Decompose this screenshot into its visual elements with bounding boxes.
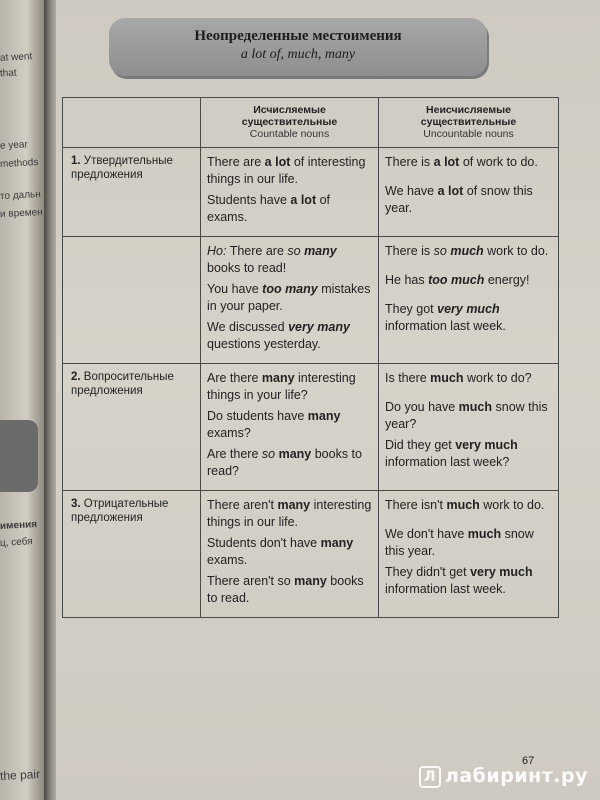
example-sentence bbox=[385, 301, 552, 335]
sentence-part: information last week. bbox=[385, 319, 506, 333]
emphasis-word: many bbox=[307, 409, 341, 423]
emphasis-word: too much bbox=[428, 273, 485, 287]
textbook-page bbox=[56, 0, 600, 800]
row-label-cell bbox=[63, 364, 201, 491]
left-fragment: e year bbox=[0, 139, 29, 152]
emphasis-word: a lot bbox=[290, 193, 317, 207]
left-fragment: that bbox=[0, 67, 17, 80]
row-label-cell bbox=[63, 491, 201, 618]
sentence-part: Are there bbox=[207, 447, 262, 461]
header-countable-ru: Исчисляемые существительные bbox=[241, 104, 338, 128]
example-sentence bbox=[207, 408, 372, 442]
sentence-part: of exams. bbox=[207, 193, 331, 224]
left-page-edge bbox=[0, 0, 44, 800]
row-number: 1. bbox=[71, 155, 81, 167]
sentence-part: interesting things in our life. bbox=[207, 498, 372, 529]
sentence-part: books to read? bbox=[207, 447, 362, 478]
countable-cell bbox=[201, 364, 379, 491]
sentence-part: mistakes in your paper. bbox=[207, 282, 371, 313]
page-number: 67 bbox=[522, 755, 535, 767]
watermark bbox=[419, 765, 588, 788]
sentence-part: Are there bbox=[207, 371, 262, 385]
example-sentence bbox=[207, 446, 372, 480]
sentence-part: exams. bbox=[207, 553, 248, 567]
table-row bbox=[63, 491, 559, 618]
emphasis-word: much bbox=[458, 400, 493, 414]
sentence-part: There are bbox=[207, 155, 265, 169]
sentence-part: They didn't get bbox=[385, 565, 471, 579]
example-sentence bbox=[385, 370, 552, 387]
emphasis-word: a lot bbox=[433, 155, 460, 169]
uncountable-cell bbox=[379, 491, 559, 618]
sentence-part: There aren't so bbox=[207, 574, 295, 588]
emphasis-word: a lot bbox=[437, 184, 464, 198]
example-sentence bbox=[207, 243, 372, 277]
header-uncountable bbox=[379, 98, 559, 148]
uncountable-cell bbox=[379, 237, 559, 364]
labirint-logo-icon: Л bbox=[419, 766, 441, 788]
table-row bbox=[63, 364, 559, 491]
sentence-part: of snow this year. bbox=[385, 184, 533, 215]
row-label-cell bbox=[63, 237, 201, 364]
uncountable-cell bbox=[379, 364, 559, 491]
sentence-part: snow this year? bbox=[385, 400, 548, 431]
sentence-part: work to do. bbox=[479, 498, 545, 512]
emphasis-word: very much bbox=[437, 302, 500, 316]
emphasis-word: much bbox=[430, 371, 464, 385]
sentence-part: We discussed bbox=[207, 320, 289, 334]
sentence-part: so bbox=[433, 244, 447, 258]
sentence-part: Ho: bbox=[207, 244, 227, 258]
header-empty-cell bbox=[63, 98, 201, 148]
sentence-part: interesting things in your life? bbox=[207, 371, 356, 402]
row-label-cell bbox=[63, 148, 201, 237]
sentence-part: questions yesterday. bbox=[207, 337, 321, 351]
emphasis-word: very much bbox=[455, 438, 518, 452]
emphasis-word: very much bbox=[470, 565, 533, 579]
example-sentence bbox=[207, 281, 372, 315]
sentence-part: There is bbox=[385, 155, 434, 169]
header-uncountable-ru: Неисчисляемые существительные bbox=[420, 104, 517, 128]
example-sentence bbox=[207, 370, 372, 404]
sentence-part: Did they get bbox=[385, 438, 456, 452]
emphasis-word: much bbox=[450, 244, 484, 258]
left-page-tab bbox=[0, 420, 38, 492]
example-sentence bbox=[385, 437, 552, 471]
example-sentence bbox=[385, 497, 552, 514]
table-header-row bbox=[63, 98, 559, 148]
sentence-part: There is bbox=[385, 244, 434, 258]
countable-cell bbox=[201, 491, 379, 618]
example-sentence bbox=[385, 243, 552, 260]
row-number: 2. bbox=[71, 371, 81, 383]
sentence-part: books to read! bbox=[207, 261, 287, 275]
emphasis-word: many bbox=[294, 574, 327, 588]
sentence-part: Students have bbox=[207, 193, 291, 207]
uncountable-cell bbox=[379, 148, 559, 237]
emphasis-word: many bbox=[304, 244, 337, 258]
sentence-part: books to read. bbox=[207, 574, 364, 605]
table-row bbox=[63, 237, 559, 364]
example-sentence bbox=[385, 154, 552, 171]
row-label: Вопросительные предложения bbox=[71, 371, 174, 397]
left-fragment: ц, себя bbox=[0, 536, 33, 549]
emphasis-word: many bbox=[278, 447, 312, 461]
sentence-part: work to do. bbox=[483, 244, 549, 258]
sentence-part: There are bbox=[226, 244, 288, 258]
emphasis-word: too many bbox=[262, 282, 318, 296]
sentence-part: Do you have bbox=[385, 400, 459, 414]
table-body bbox=[63, 148, 559, 618]
left-fragment: имения bbox=[0, 519, 38, 532]
example-sentence bbox=[385, 526, 552, 560]
left-fragment: at went bbox=[0, 51, 33, 64]
sentence-part: information last week. bbox=[385, 582, 506, 596]
example-sentence bbox=[207, 573, 372, 607]
emphasis-word: many bbox=[261, 371, 295, 385]
sentence-part: They got bbox=[385, 302, 438, 316]
example-sentence bbox=[385, 272, 552, 289]
sentence-part: energy! bbox=[484, 273, 530, 287]
row-label: Утвердительные предложения bbox=[71, 155, 173, 181]
watermark-text: лабиринт.ру bbox=[444, 765, 588, 787]
example-sentence bbox=[207, 154, 372, 188]
sentence-part: so bbox=[261, 447, 276, 461]
sentence-part: There isn't bbox=[385, 498, 447, 512]
header-countable-en: Countable nouns bbox=[249, 128, 330, 140]
left-fragment: methods bbox=[0, 157, 39, 170]
sentence-part: Students don't have bbox=[207, 536, 321, 550]
sentence-part: He has bbox=[385, 273, 429, 287]
example-sentence bbox=[385, 564, 552, 598]
page-subtitle: a lot of, much, many bbox=[240, 47, 356, 62]
sentence-part: There aren't bbox=[207, 498, 278, 512]
example-sentence bbox=[207, 192, 372, 226]
sentence-part: exams? bbox=[207, 426, 251, 440]
emphasis-word: much bbox=[467, 527, 502, 541]
countable-cell bbox=[201, 148, 379, 237]
left-fragment: то дальн bbox=[0, 188, 42, 203]
emphasis-word: very many bbox=[288, 320, 350, 334]
emphasis-word: a lot bbox=[264, 155, 291, 169]
row-label: Отрицательные предложения bbox=[71, 498, 169, 524]
sentence-part: You have bbox=[207, 282, 263, 296]
left-fragment: и времен bbox=[0, 206, 44, 221]
sentence-part: We have bbox=[385, 184, 438, 198]
sentence-part: of interesting things in our life. bbox=[207, 155, 366, 186]
left-fragment: the pair bbox=[0, 766, 41, 784]
example-sentence bbox=[207, 497, 372, 531]
sentence-part: of work to do. bbox=[459, 155, 538, 169]
sentence-part: information last week? bbox=[385, 455, 510, 469]
countable-cell bbox=[201, 237, 379, 364]
header-countable bbox=[201, 98, 379, 148]
sentence-part: Is there bbox=[385, 371, 431, 385]
header-uncountable-en: Uncountable nouns bbox=[423, 128, 514, 140]
sentence-part: snow this year. bbox=[385, 527, 534, 558]
example-sentence bbox=[207, 535, 372, 569]
emphasis-word: many bbox=[320, 536, 354, 550]
sentence-part: so bbox=[287, 244, 301, 258]
page-title: Неопределенные местоимения bbox=[194, 28, 402, 44]
example-sentence bbox=[385, 183, 552, 217]
sentence-part: We don't have bbox=[385, 527, 468, 541]
sentence-part: Do students have bbox=[207, 409, 308, 423]
row-number: 3. bbox=[71, 498, 81, 510]
sentence-part: work to do? bbox=[463, 371, 532, 385]
table-row bbox=[63, 148, 559, 237]
grammar-table bbox=[62, 97, 559, 618]
emphasis-word: much bbox=[446, 498, 480, 512]
emphasis-word: many bbox=[277, 498, 311, 512]
example-sentence bbox=[385, 399, 552, 433]
example-sentence bbox=[207, 319, 372, 353]
title-box bbox=[109, 18, 487, 76]
